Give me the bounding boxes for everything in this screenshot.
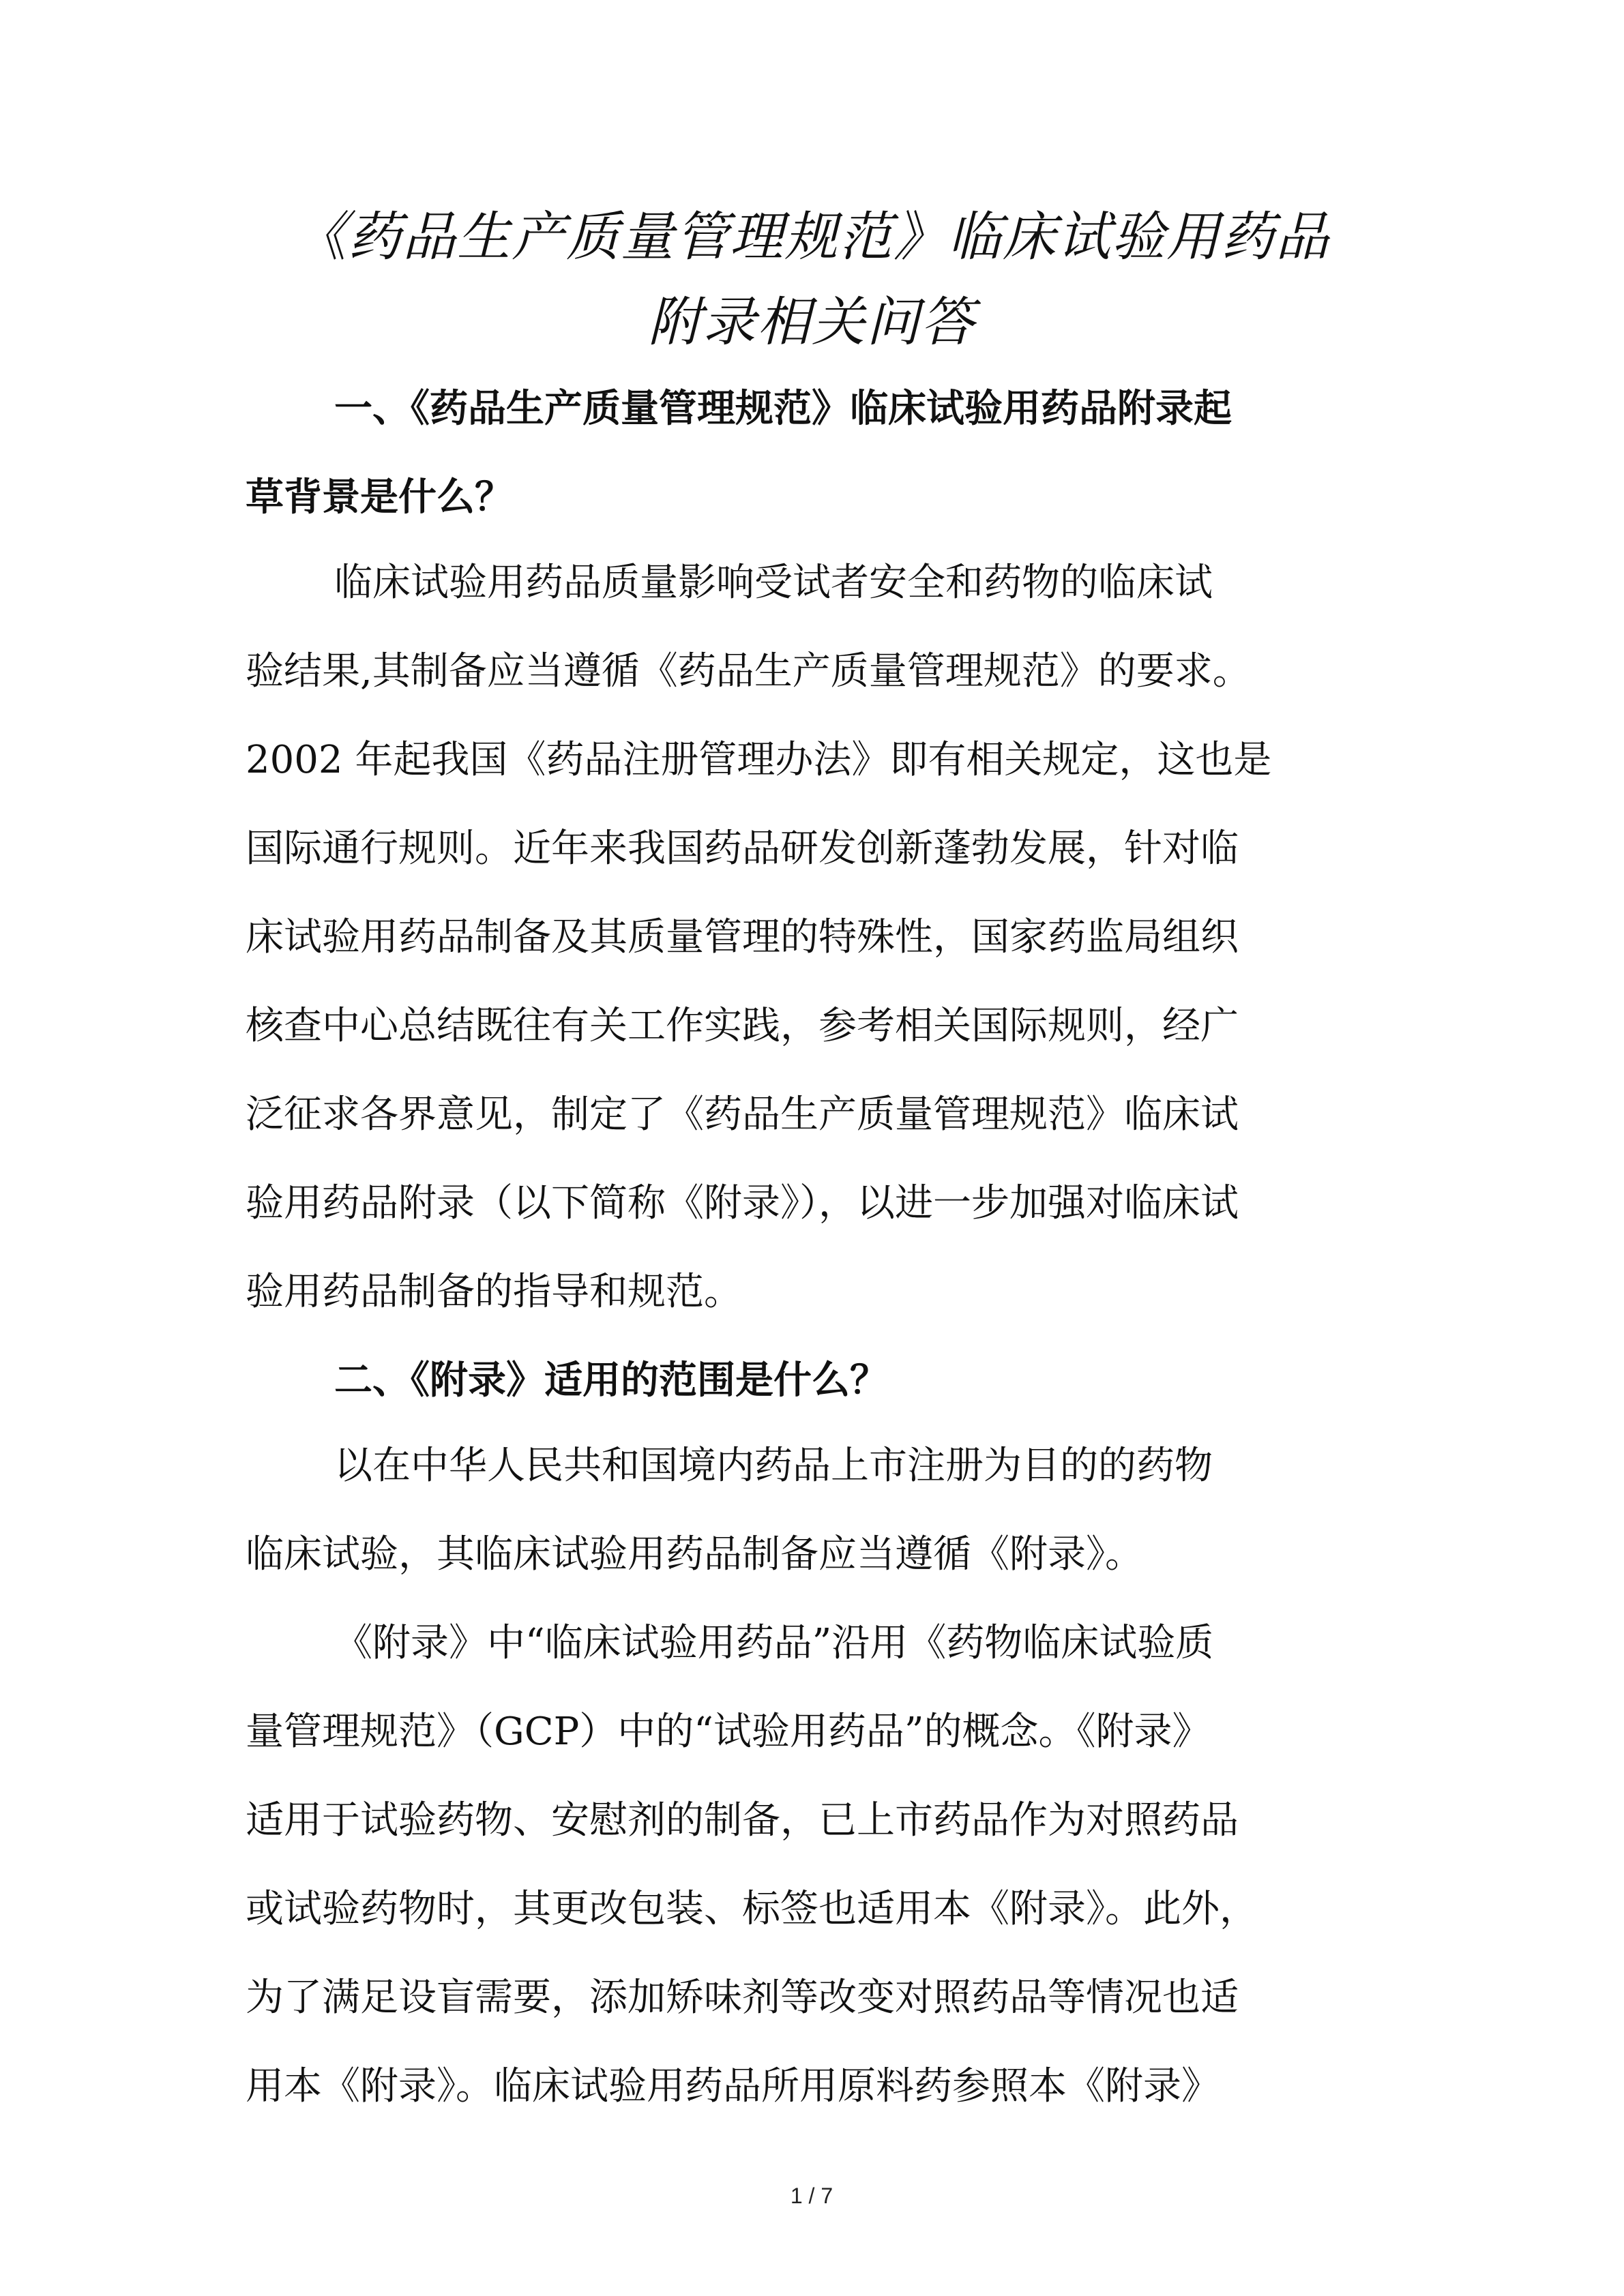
section-1-heading-line-1: 一、《药品生产质量管理规范》临床试验用药品附录起 — [334, 387, 1232, 431]
document-title-line-2: 附录相关问答 — [647, 292, 975, 353]
section-1-heading-line-2: 草背景是什么？ — [246, 475, 513, 520]
paragraph-line: 或试验药物时，其更改包装、标签也适用本《附录》。此外， — [246, 1887, 1258, 1931]
paragraph-line: 量管理规范》（GCP）中的“试验用药品”的概念。《附录》 — [246, 1710, 1211, 1754]
paragraph-line: 验结果,其制备应当遵循《药品生产质量管理规范》的要求。 — [246, 649, 1251, 694]
paragraph-line: 以在中华人民共和国境内药品上市注册为目的的药物 — [334, 1444, 1213, 1488]
paragraph-line: 为了满足设盲需要，添加矫味剂等改变对照药品等情况也适 — [246, 1976, 1239, 2020]
paragraph-line: 临床试验用药品质量影响受试者安全和药物的临床试 — [334, 561, 1213, 605]
paragraph-line: 国际通行规则。近年来我国药品研发创新蓬勃发展，针对临 — [246, 826, 1239, 871]
page-number: 1 / 7 — [790, 2183, 833, 2208]
paragraph-line: 核查中心总结既往有关工作实践，参考相关国际规则，经广 — [246, 1004, 1239, 1048]
paragraph-line: 适用于试验药物、安慰剂的制备，已上市药品作为对照药品 — [246, 1798, 1239, 1843]
paragraph-line: 验用药品附录（以下简称《附录》），以进一步加强对临床试 — [246, 1181, 1239, 1225]
paragraph-line: 床试验用药品制备及其质量管理的特殊性，国家药监局组织 — [246, 915, 1239, 959]
paragraph-line: 用本《附录》。临床试验用药品所用原料药参照本《附录》 — [246, 2064, 1220, 2108]
section-2-heading: 二、《附录》适用的范围是什么？ — [334, 1358, 888, 1403]
document-title-line-1: 《药品生产质量管理规范》临床试验用药品 — [293, 207, 1330, 268]
paragraph-line: 临床试验，其临床试验用药品制备应当遵循《附录》。 — [246, 1532, 1143, 1577]
paragraph-line: 验用药品制备的指导和规范。 — [246, 1270, 742, 1314]
paragraph-line: 2002 年起我国《药品注册管理办法》即有相关规定，这也是 — [246, 738, 1272, 782]
paragraph-line: 泛征求各界意见，制定了《药品生产质量管理规范》临床试 — [246, 1092, 1239, 1137]
paragraph-line: 《附录》中“临床试验用药品”沿用《药物临床试验质 — [334, 1621, 1214, 1665]
